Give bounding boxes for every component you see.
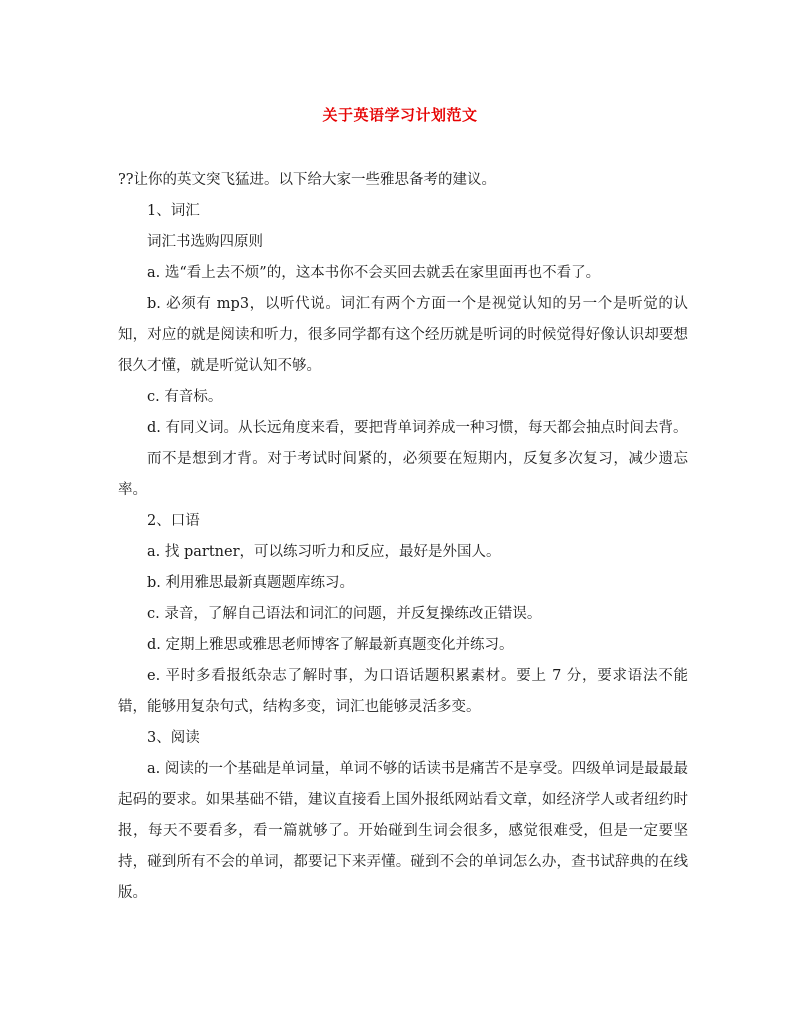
paragraph-vocab-review: 而不是想到才背。对于考试时间紧的，必须要在短期内，反复多次复习，减少遗忘率。 [118, 451, 688, 498]
section-heading-speaking: 2、口语 [147, 513, 200, 529]
paragraph-speaking-a: a. 找 partner，可以练习听力和反应，最好是外国人。 [147, 544, 501, 560]
paragraph-speaking-e: e. 平时多看报纸杂志了解时事，为口语话题积累素材。要上 7 分，要求语法不能错，能够用复杂句式，结构多变，词汇也能够灵活多变。 [118, 668, 688, 715]
paragraph-speaking-c: c. 录音，了解自己语法和词汇的问题，并反复操练改正错误。 [147, 606, 542, 622]
paragraph-vocab-a: a. 选“看上去不烦”的，这本书你不会买回去就丢在家里面再也不看了。 [147, 265, 601, 281]
intro-paragraph: ??让你的英文突飞猛进。以下给大家一些雅思备考的建议。 [118, 172, 497, 188]
section-heading-reading: 3、阅读 [147, 730, 200, 746]
paragraph-speaking-d: d. 定期上雅思或雅思老师博客了解最新真题变化并练习。 [147, 637, 514, 653]
subheading-vocabulary-book: 词汇书选购四原则 [147, 234, 263, 250]
paragraph-vocab-b: b. 必须有 mp3，以听代说。词汇有两个方面一个是视觉认知的另一个是听觉的认知，对应的就是阅读和听力，很多同学都有这个经历就是听词的时候觉得好像认识却要想很久才懂，就是听觉认知不够。 [118, 296, 688, 374]
paragraph-vocab-d: d. 有同义词。从长远角度来看，要把背单词养成一种习惯，每天都会抽点时间去背。 [147, 420, 688, 436]
document-body [118, 165, 688, 909]
section-heading-vocabulary: 1、词汇 [147, 203, 200, 219]
document-title: 关于英语学习计划范文 [322, 106, 478, 124]
paragraph-vocab-c: c. 有音标。 [147, 389, 223, 405]
paragraph-speaking-b: b. 利用雅思最新真题题库练习。 [147, 575, 354, 591]
paragraph-reading-a: a. 阅读的一个基础是单词量，单词不够的话读书是痛苦不是享受。四级单词是最最最起码的要求。如果基础不错，建议直接看上国外报纸网站看文章，如经济学人或者纽约时报，每天不要看多，看一篇就够了。开始碰到生词会很多，感觉很难受，但是一定要坚持，碰到所有不会的单词，都要记下来弄懂。碰到不会的单词怎么办，查书试辞典的在线版。 [118, 761, 688, 901]
